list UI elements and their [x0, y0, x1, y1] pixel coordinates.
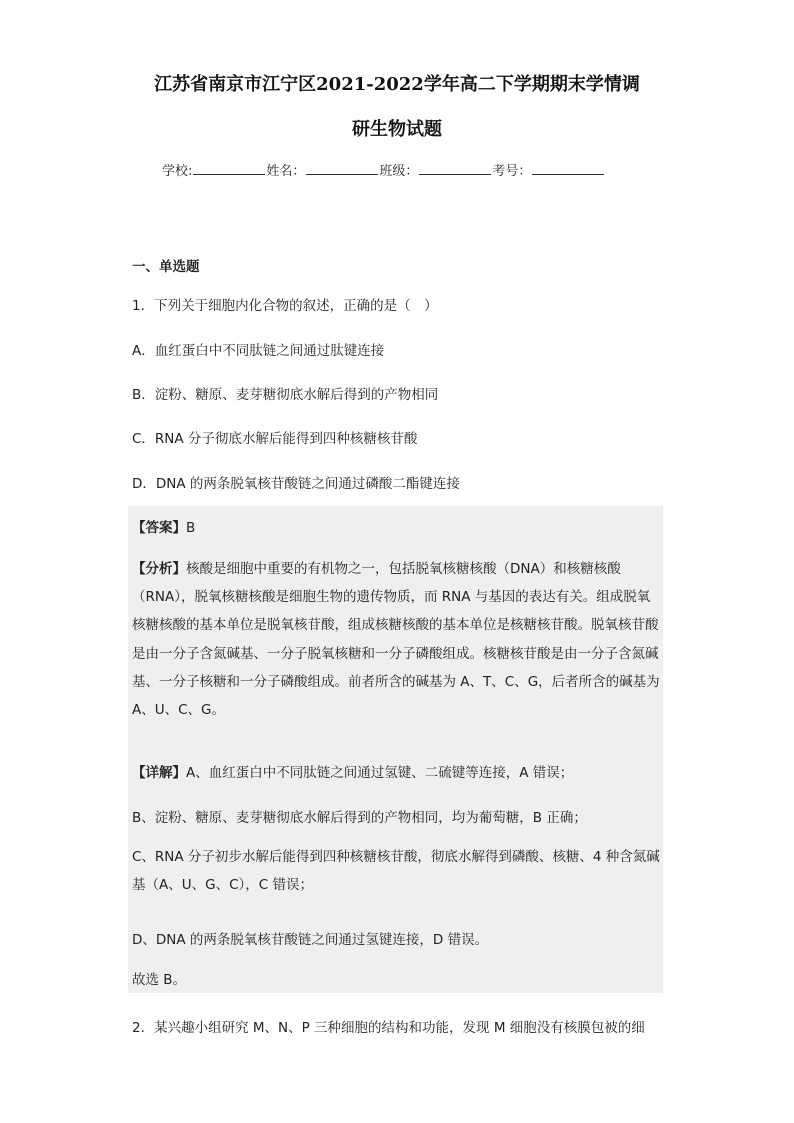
- school-label: 学校:: [162, 164, 193, 179]
- detail-d-line: D、DNA 的两条脱氧核苷酸链之间通过氢键连接，D 错误。: [132, 932, 489, 948]
- analysis-paragraph: [132, 555, 660, 724]
- question-1-option-c: C．RNA 分子彻底水解后能得到四种核糖核苷酸: [132, 431, 418, 447]
- question-1-stem: 1．下列关于细胞内化合物的叙述，正确的是（ ）: [132, 298, 438, 314]
- school-blank: [193, 161, 265, 175]
- document-title-line1: 江苏省南京市江宁区2021-2022学年高二下学期期末学情调: [154, 74, 640, 95]
- detail-b-line: B、淀粉、糖原、麦芽糖彻底水解后得到的产物相同，均为葡萄糖，B 正确；: [132, 810, 587, 826]
- detail-c-paragraph: C、RNA 分子初步水解后能得到四种核糖核苷酸，彻底水解得到磷酸、核糖、4 种含氮碱基（A、U、G、C），C 错误；: [132, 849, 660, 894]
- detail-a-line: [132, 761, 573, 781]
- number-blank: [532, 161, 604, 175]
- question-1-option-b: B．淀粉、糖原、麦芽糖彻底水解后得到的产物相同: [132, 387, 439, 403]
- conclusion-line: 故选 B。: [132, 972, 187, 988]
- analysis-label: 【分析】: [132, 561, 186, 577]
- detail-label: 【详解】: [132, 765, 186, 781]
- section-title: 一、单选题: [132, 259, 200, 275]
- name-label: 姓名：: [266, 164, 306, 179]
- question-2-stem: 2．某兴趣小组研究 M、N、P 三种细胞的结构和功能，发现 M 细胞没有核膜包被的细: [132, 1020, 645, 1036]
- detail-a-text: A、血红蛋白中不同肽链之间通过氢键、二硫键等连接，A 错误；: [186, 765, 574, 781]
- answer-line: [132, 516, 195, 536]
- class-blank: [419, 161, 491, 175]
- document-title-line2: 研生物试题: [352, 119, 442, 140]
- question-1-option-a: A．血红蛋白中不同肽链之间通过肽键连接: [132, 343, 385, 359]
- class-label: 班级：: [379, 164, 419, 179]
- answer-label: 【答案】: [132, 520, 186, 536]
- student-info-line: [162, 160, 605, 179]
- answer-value: B: [186, 520, 196, 536]
- name-blank: [306, 161, 378, 175]
- number-label: 考号：: [492, 164, 532, 179]
- question-1-option-d: D．DNA 的两条脱氧核苷酸链之间通过磷酸二酯键连接: [132, 476, 460, 492]
- analysis-text: 核酸是细胞中重要的有机物之一，包括脱氧核糖核酸（DNA）和核糖核酸（RNA），脱氧核糖核酸是细胞生物的遗传物质，而 RNA 与基因的表达有关。组成脱氧核糖核酸的基本单位是脱氧核苷酸，组成核糖核酸的基本单位是核糖核苷酸。脱氧核苷酸是由一分子含氮碱基、一分子脱氧核糖和一分子磷酸组成。核糖核苷酸是由一分子含氮碱基、一分子核糖和一分子磷酸组成。前者所含的碱基为 A、T、C、G，后者所含的碱基为 A、U、C、G。: [132, 561, 660, 719]
